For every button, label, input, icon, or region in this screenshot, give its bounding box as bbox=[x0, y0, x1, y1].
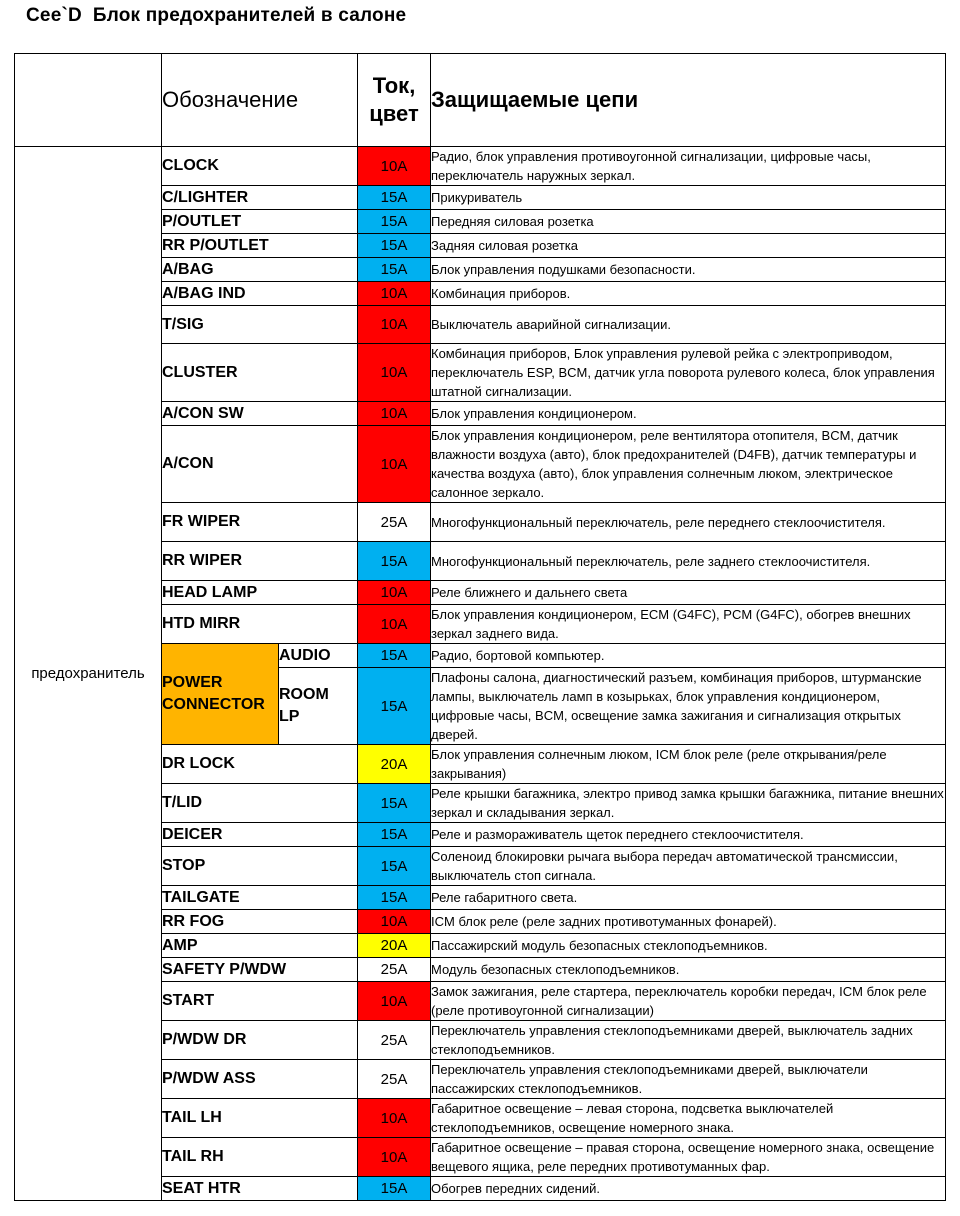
fuse-circuits: Комбинация приборов. bbox=[431, 282, 946, 306]
fuse-name: C/LIGHTER bbox=[162, 186, 358, 210]
fuse-circuits: ICM блок реле (реле задних противотуманных фонарей). bbox=[431, 910, 946, 934]
fuse-current: 15A bbox=[358, 186, 431, 210]
fuse-current: 15A bbox=[358, 644, 431, 668]
fuse-circuits: Блок управления подушками безопасности. bbox=[431, 258, 946, 282]
side-label: предохранитель bbox=[15, 147, 162, 1201]
fuse-name: RR P/OUTLET bbox=[162, 234, 358, 258]
fuse-current: 10A bbox=[358, 344, 431, 402]
fuse-current: 10A bbox=[358, 402, 431, 426]
fuse-name: CLUSTER bbox=[162, 344, 358, 402]
fuse-current: 10A bbox=[358, 910, 431, 934]
header-protected-circuits: Защищаемые цепи bbox=[431, 54, 946, 147]
fuse-current: 15A bbox=[358, 784, 431, 823]
fuse-name: TAILGATE bbox=[162, 886, 358, 910]
fuse-current: 15A bbox=[358, 668, 431, 745]
fuse-name: TAIL LH bbox=[162, 1099, 358, 1138]
fuse-current: 25A bbox=[358, 503, 431, 542]
fuse-circuits: Прикуриватель bbox=[431, 186, 946, 210]
fuse-name: A/BAG bbox=[162, 258, 358, 282]
fuse-current: 10A bbox=[358, 426, 431, 503]
fuse-current: 15A bbox=[358, 847, 431, 886]
fuse-current: 25A bbox=[358, 1021, 431, 1060]
fuse-name: T/LID bbox=[162, 784, 358, 823]
fuse-current: 25A bbox=[358, 958, 431, 982]
fuse-name-line1: ROOM bbox=[279, 686, 329, 703]
fuse-name: AUDIO bbox=[279, 644, 358, 668]
fuse-circuits: Пассажирский модуль безопасных стеклоподъемников. bbox=[431, 934, 946, 958]
fuse-current: 20A bbox=[358, 745, 431, 784]
fuse-circuits: Передняя силовая розетка bbox=[431, 210, 946, 234]
fuse-circuits: Замок зажигания, реле стартера, переключатель коробки передач, ICM блок реле (реле противоугонной сигнализации) bbox=[431, 982, 946, 1021]
fuse-name: HTD MIRR bbox=[162, 605, 358, 644]
fuse-current: 15A bbox=[358, 258, 431, 282]
header-current-line1: Ток, bbox=[372, 73, 416, 98]
fuse-current: 10A bbox=[358, 282, 431, 306]
fuse-name-line2: LP bbox=[279, 708, 300, 725]
header-designation: Обозначение bbox=[162, 54, 358, 147]
header-row bbox=[15, 54, 946, 147]
fuse-circuits: Многофункциональный переключатель, реле заднего стеклоочистителя. bbox=[431, 542, 946, 581]
fuse-circuits: Соленоид блокировки рычага выбора передач автоматической трансмиссии, выключатель стоп сигнала. bbox=[431, 847, 946, 886]
fuse-name: CLOCK bbox=[162, 147, 358, 186]
fuse-name: STOP bbox=[162, 847, 358, 886]
fuse-name: A/CON bbox=[162, 426, 358, 503]
fuse-circuits: Блок управления кондиционером. bbox=[431, 402, 946, 426]
fuse-circuits: Радио, блок управления противоугонной сигнализации, цифровые часы, переключатель наружных зеркал. bbox=[431, 147, 946, 186]
fuse-circuits: Радио, бортовой компьютер. bbox=[431, 644, 946, 668]
fuse-circuits: Реле ближнего и дальнего света bbox=[431, 581, 946, 605]
fuse-circuits: Реле крышки багажника, электро привод замка крышки багажника, питание внешних зеркал и складывания зеркал. bbox=[431, 784, 946, 823]
fuse-current: 10A bbox=[358, 581, 431, 605]
fuse-name: FR WIPER bbox=[162, 503, 358, 542]
fuse-current: 20A bbox=[358, 934, 431, 958]
fuse-current: 10A bbox=[358, 1099, 431, 1138]
table-row bbox=[15, 147, 946, 186]
fuse-circuits: Модуль безопасных стеклоподъемников. bbox=[431, 958, 946, 982]
fuse-current: 25A bbox=[358, 1060, 431, 1099]
header-blank-cell bbox=[15, 54, 162, 147]
fuse-circuits: Блок управления кондиционером, ECM (G4FC), PCM (G4FC), обогрев внешних зеркал заднего вида. bbox=[431, 605, 946, 644]
fuse-current: 10A bbox=[358, 982, 431, 1021]
fuse-name: P/WDW DR bbox=[162, 1021, 358, 1060]
fuse-circuits: Переключатель управления стеклоподъемниками дверей, выключатель задних стеклоподъемников. bbox=[431, 1021, 946, 1060]
fuse-circuits: Переключатель управления стеклоподъемниками дверей, выключатели пассажирских стеклоподъемников. bbox=[431, 1060, 946, 1099]
fuse-circuits: Габаритное освещение – правая сторона, освещение номерного знака, освещение вещевого ящика, реле передних противотуманных фар. bbox=[431, 1138, 946, 1177]
fuse-name: A/BAG IND bbox=[162, 282, 358, 306]
fuse-circuits: Обогрев передних сидений. bbox=[431, 1177, 946, 1201]
header-current-line2: цвет bbox=[369, 101, 419, 126]
fuse-name: RR WIPER bbox=[162, 542, 358, 581]
power-connector-line1: POWER bbox=[162, 674, 223, 691]
fuse-name: START bbox=[162, 982, 358, 1021]
fuse-name: P/OUTLET bbox=[162, 210, 358, 234]
fuse-name: P/WDW ASS bbox=[162, 1060, 358, 1099]
fuse-name: A/CON SW bbox=[162, 402, 358, 426]
fuse-circuits: Выключатель аварийной сигнализации. bbox=[431, 306, 946, 344]
fuse-current: 10A bbox=[358, 605, 431, 644]
fuse-name: SAFETY P/WDW bbox=[162, 958, 358, 982]
fuse-circuits: Габаритное освещение – левая сторона, подсветка выключателей стеклоподъемников, освещение номерного знака. bbox=[431, 1099, 946, 1138]
fuse-circuits: Реле и размораживатель щеток переднего стеклоочистителя. bbox=[431, 823, 946, 847]
fuse-current: 10A bbox=[358, 147, 431, 186]
fuse-name bbox=[279, 668, 358, 745]
fuse-name: TAIL RH bbox=[162, 1138, 358, 1177]
fuse-table bbox=[14, 53, 946, 1201]
fuse-circuits: Блок управления солнечным люком, ICM блок реле (реле открывания/реле закрывания) bbox=[431, 745, 946, 784]
page-title: Cee`D Блок предохранителей в салоне bbox=[26, 5, 407, 26]
power-connector-line2: CONNECTOR bbox=[162, 696, 265, 713]
fuse-circuits: Комбинация приборов, Блок управления рулевой рейка с электроприводом, переключатель ESP, BCM, датчик угла поворота рулевого колеса, блок управления штатной сигнализации. bbox=[431, 344, 946, 402]
fuse-name: DEICER bbox=[162, 823, 358, 847]
fuse-current: 10A bbox=[358, 306, 431, 344]
fuse-name: HEAD LAMP bbox=[162, 581, 358, 605]
fuse-circuits: Задняя силовая розетка bbox=[431, 234, 946, 258]
fuse-name: DR LOCK bbox=[162, 745, 358, 784]
fuse-circuits: Блок управления кондиционером, реле вентилятора отопителя, BCM, датчик влажности воздуха (авто), блок предохранителей (D4FB), датчик температуры и качества воздуха (авто), блок управления солнечным люком, электрическое салонное зеркало. bbox=[431, 426, 946, 503]
fuse-circuits: Плафоны салона, диагностический разъем, комбинация приборов, штурманские лампы, выключатель ламп в козырьках, блок управления кондиционером, цифровые часы, BCM, освещение замка зажигания и сигнализация открытых дверей. bbox=[431, 668, 946, 745]
fuse-name: SEAT HTR bbox=[162, 1177, 358, 1201]
fuse-current: 15A bbox=[358, 886, 431, 910]
fuse-circuits: Реле габаритного света. bbox=[431, 886, 946, 910]
fuse-current: 15A bbox=[358, 823, 431, 847]
header-current-color bbox=[358, 54, 431, 147]
fuse-current: 15A bbox=[358, 234, 431, 258]
fuse-name: RR FOG bbox=[162, 910, 358, 934]
fuse-current: 15A bbox=[358, 542, 431, 581]
power-connector-label bbox=[162, 644, 279, 745]
fuse-name: T/SIG bbox=[162, 306, 358, 344]
fuse-circuits: Многофункциональный переключатель, реле переднего стеклоочистителя. bbox=[431, 503, 946, 542]
fuse-current: 15A bbox=[358, 210, 431, 234]
fuse-name: AMP bbox=[162, 934, 358, 958]
fuse-current: 15A bbox=[358, 1177, 431, 1201]
fuse-current: 10A bbox=[358, 1138, 431, 1177]
